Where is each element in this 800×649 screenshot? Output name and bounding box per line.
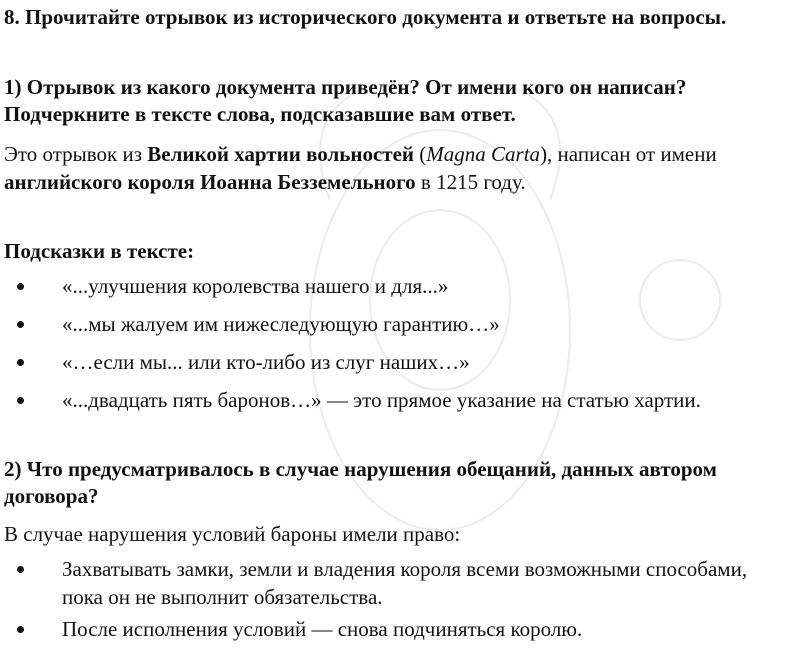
hints-title: Подсказки в тексте: (4, 239, 195, 263)
bullet-icon (17, 566, 24, 573)
list-item: «...двадцать пять баронов…» — это прямое указание на статью хартии. (0, 386, 782, 414)
bullet-icon (17, 359, 24, 366)
task-title: 8. Прочитайте отрывок из исторического документа и ответьте на вопросы. (4, 5, 727, 29)
question-1-title: 1) Отрывок из какого документа приведён? От имени кого он написан? Подчеркните в тексте слова, подсказавшие вам ответ. (4, 75, 687, 126)
bullet-icon (17, 626, 24, 633)
list-item: «...улучшения королевства нашего и для...» (0, 272, 782, 300)
list-item: Захватывать замки, земли и владения короля всеми возможными способами, пока он не выполнит обязательства. (0, 555, 782, 611)
bullet-icon (17, 321, 24, 328)
document-latin-name: Magna Carta (426, 142, 541, 166)
bullet-icon (17, 397, 24, 404)
document-author: английского короля Иоанна Безземельного (4, 170, 416, 194)
consequences-list (0, 555, 800, 643)
list-item: После исполнения условий — снова подчиняться королю. (0, 615, 782, 643)
question-2-title: 2) Что предусматривалось в случае нарушения обещаний, данных автором договора? (4, 457, 717, 508)
list-item: «...мы жалуем им нижеследующую гарантию…» (0, 310, 782, 338)
hints-list (0, 272, 800, 414)
document-name: Великой хартии вольностей (147, 142, 415, 166)
list-item: «…если мы... или кто-либо из слуг наших…» (0, 348, 782, 376)
question-1-answer: Это отрывок из Великой хартии вольностей (Magna Carta), написан от имени английского короля Иоанна Безземельного в 1215 году. (4, 142, 717, 194)
bullet-icon (17, 283, 24, 290)
question-2-answer-intro: В случае нарушения условий бароны имели право: (4, 522, 461, 546)
